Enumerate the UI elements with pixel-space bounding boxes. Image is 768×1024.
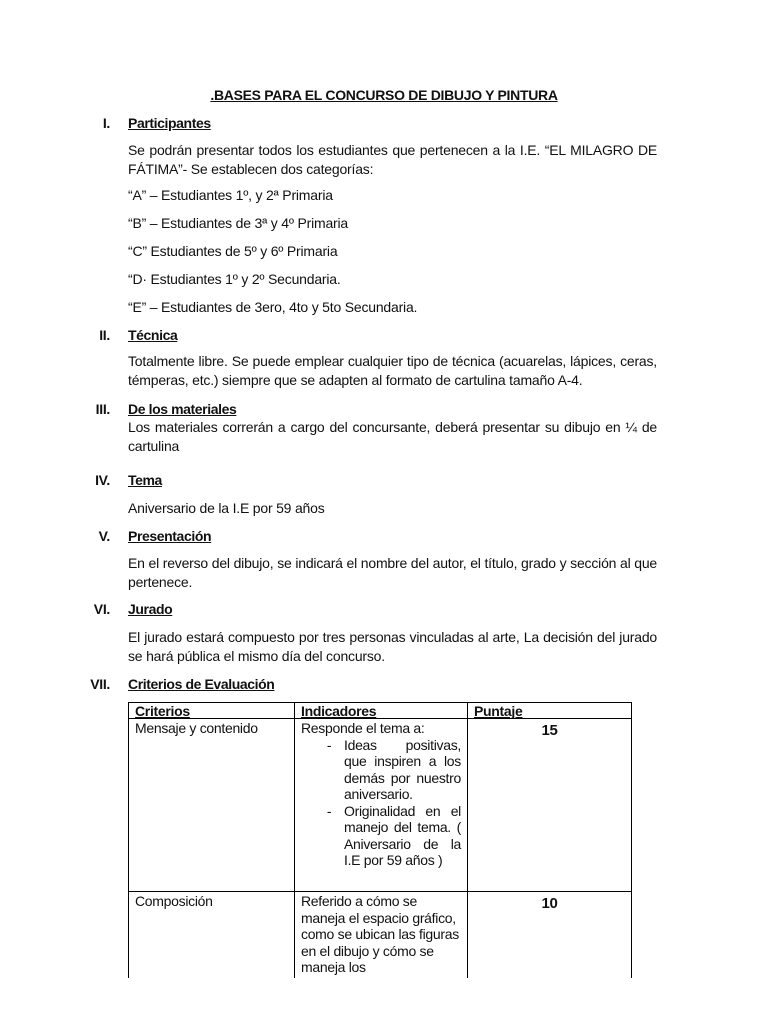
table-row (129, 719, 632, 892)
section-text-materiales: Los materiales correrán a cargo del concursante, deberá presentar su dibujo en ¼ de cartulina (128, 419, 657, 454)
section-number: VII. (90, 676, 110, 692)
section-text-participantes: Se podrán presentar todos los estudiantes que pertenecen a la I.E. “EL MILAGRO DE FÁTIMA”- Se establecen dos categorías: (128, 142, 657, 177)
indicator-bullet (301, 737, 461, 803)
criterio-cell: Mensaje y contenido (129, 719, 295, 892)
column-header-puntaje: Puntaje (468, 703, 632, 719)
puntaje-cell: 15 (468, 719, 632, 892)
section-number: I. (102, 115, 110, 131)
section-number: IV. (95, 472, 110, 488)
category-item: “D· Estudiantes 1º y 2º Secundaria. (128, 271, 341, 287)
category-item: “A” – Estudiantes 1º, y 2ª Primaria (128, 187, 333, 203)
section-title-jurado: Jurado (128, 601, 173, 617)
criterio-cell: Composición (129, 892, 295, 979)
column-header-criterios: Criterios (129, 703, 295, 719)
section-title-presentacion: Presentación (128, 528, 212, 544)
section-number: III. (95, 401, 110, 417)
indicador-intro: Responde el tema a: (301, 720, 425, 736)
table-row (129, 892, 632, 979)
section-text-jurado: El jurado estará compuesto por tres personas vinculadas al arte, La decisión del jurado se hará pública el mismo día del concurso. (128, 629, 657, 664)
bullet-text: Ideas positivas, que inspiren a los demás por nuestro aniversario. (344, 736, 461, 802)
section-number: II. (99, 327, 110, 343)
puntaje-cell: 10 (468, 892, 632, 979)
evaluation-table (128, 702, 632, 978)
section-title-tema: Tema (128, 472, 162, 488)
section-number: VI. (93, 601, 110, 617)
category-item: “B” – Estudiantes de 3ª y 4º Primaria (128, 215, 348, 231)
section-title-criterios: Criterios de Evaluación (128, 676, 275, 692)
column-header-indicadores: Indicadores (295, 703, 468, 719)
section-title-participantes: Participantes (128, 115, 211, 131)
section-text-tema: Aniversario de la I.E por 59 años (128, 500, 325, 516)
indicator-bullet (301, 803, 461, 869)
bullet-mark: - (326, 802, 332, 819)
section-number: V. (98, 528, 110, 544)
section-text-presentacion: En el reverso del dibujo, se indicará el nombre del autor, el título, grado y sección al que pertenece. (128, 555, 657, 590)
indicador-cell: Referido a cómo se maneja el espacio gráfico, como se ubican las figuras en el dibujo y cómo se maneja los (295, 892, 468, 979)
category-item: “E” – Estudiantes de 3ero, 4to y 5to Secundaria. (128, 299, 418, 315)
section-title-materiales: De los materiales (128, 401, 237, 417)
document-title: .BASES PARA EL CONCURSO DE DIBUJO Y PINTURA (210, 87, 558, 103)
table-header-row (129, 703, 632, 719)
section-text-tecnica: Totalmente libre. Se puede emplear cualquier tipo de técnica (acuarelas, lápices, ceras, témperas, etc.) siempre que se adapten al formato de cartulina tamaño A-4. (128, 353, 657, 388)
section-title-tecnica: Técnica (128, 327, 178, 343)
bullet-mark: - (326, 736, 332, 753)
bullet-text: Originalidad en el manejo del tema. ( Aniversario de la I.E por 59 años ) (344, 802, 461, 868)
indicador-cell (295, 719, 468, 892)
category-item: “C” Estudiantes de 5º y 6º Primaria (128, 243, 338, 259)
